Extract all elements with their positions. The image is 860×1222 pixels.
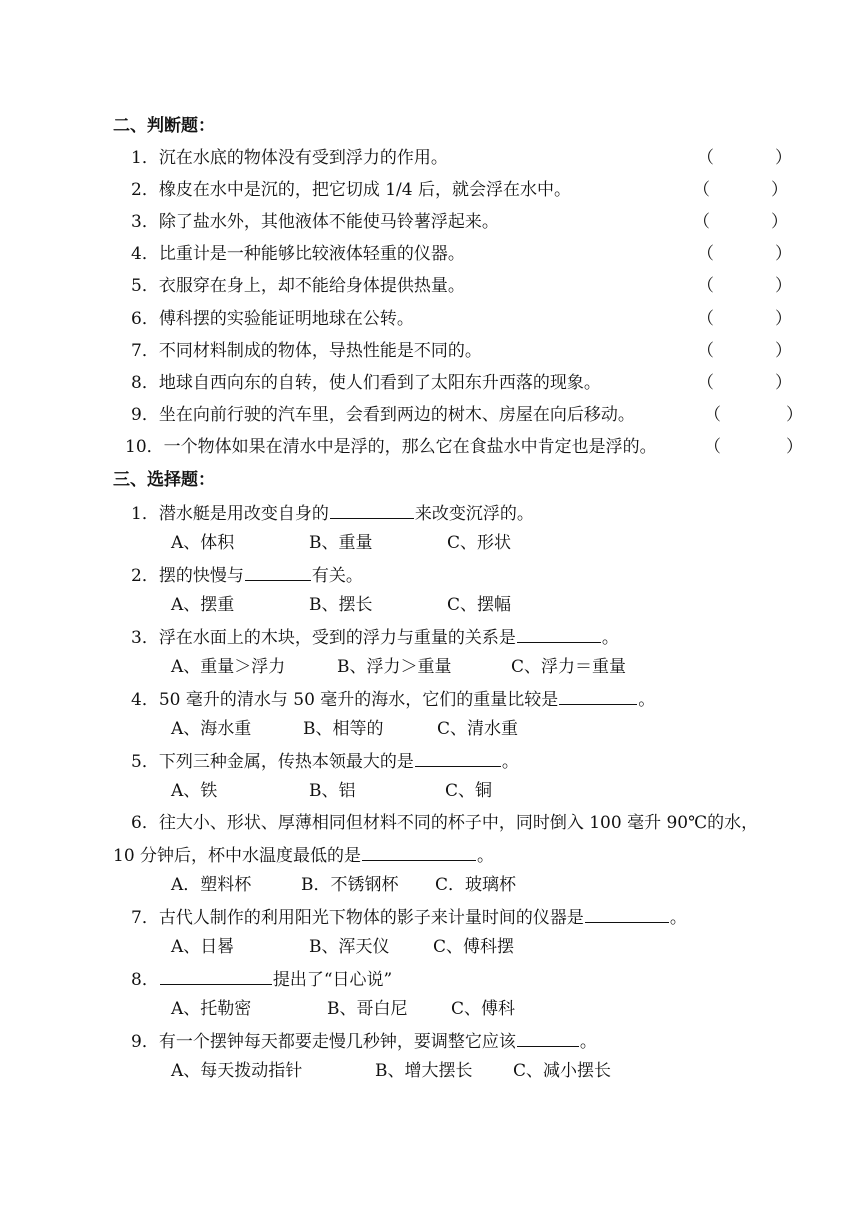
option-b[interactable]: B、摆长 bbox=[309, 595, 373, 615]
question-text: 。 bbox=[638, 690, 656, 710]
choice-question-2 bbox=[131, 566, 363, 585]
answer-blank[interactable] bbox=[517, 628, 601, 643]
question-text: 10 分钟后，杯中水温度最低的是 bbox=[113, 846, 362, 866]
choice-options-1 bbox=[171, 535, 511, 552]
answer-paren-close[interactable]: ） bbox=[775, 309, 792, 329]
option-a[interactable]: A、每天拨动指针 bbox=[171, 1061, 303, 1081]
answer-paren-open[interactable]: （ bbox=[704, 437, 721, 457]
answer-paren-close[interactable]: ） bbox=[771, 180, 788, 200]
answer-paren-open[interactable]: （ bbox=[697, 373, 714, 393]
question-text: 7．古代人制作的利用阳光下物体的影子来计量时间的仪器是 bbox=[131, 908, 584, 928]
option-b[interactable]: B、哥白尼 bbox=[327, 999, 408, 1019]
choice-question-4 bbox=[131, 690, 655, 709]
question-text: 4．50 毫升的清水与 50 毫升的海水，它们的重量比较是 bbox=[131, 690, 559, 710]
question-text: 9．有一个摆钟每天都要走慢几秒钟，要调整它应该 bbox=[131, 1032, 516, 1052]
option-b[interactable]: B、增大摆长 bbox=[375, 1061, 473, 1081]
answer-paren-close[interactable]: ） bbox=[775, 373, 792, 393]
choice-question-3 bbox=[131, 628, 619, 647]
option-b[interactable]: B、浑天仪 bbox=[309, 937, 390, 957]
question-text: 5．下列三种金属，传热本领最大的是 bbox=[131, 752, 414, 772]
section-heading-judge: 二、判断题： bbox=[113, 116, 215, 136]
question-text: 有关。 bbox=[311, 566, 363, 586]
answer-blank[interactable] bbox=[245, 566, 311, 581]
option-a[interactable]: A、铁 bbox=[171, 781, 218, 801]
question-text: 5．衣服穿在身上，却不能给身体提供热量。 bbox=[131, 276, 465, 296]
choice-question-5 bbox=[131, 752, 519, 771]
option-b[interactable]: B．不锈钢杯 bbox=[301, 875, 399, 895]
answer-paren-close[interactable]: ） bbox=[775, 276, 792, 296]
question-text: 6．傅科摆的实验能证明地球在公转。 bbox=[131, 309, 414, 329]
question-text: 1．潜水艇是用改变自身的 bbox=[131, 504, 329, 524]
option-c[interactable]: C、傅科摆 bbox=[433, 937, 515, 957]
answer-paren-open[interactable]: （ bbox=[697, 244, 714, 264]
option-c[interactable]: C、形状 bbox=[447, 533, 512, 553]
question-text: 。 bbox=[477, 846, 495, 866]
option-c[interactable]: C、清水重 bbox=[437, 719, 519, 739]
question-text: 10．一个物体如果在清水中是浮的，那么它在食盐水中肯定也是浮的。 bbox=[125, 437, 657, 457]
question-text: 4．比重计是一种能够比较液体轻重的仪器。 bbox=[131, 244, 465, 264]
option-c[interactable]: C、减小摆长 bbox=[513, 1061, 612, 1081]
choice-options-3 bbox=[171, 659, 626, 676]
option-a[interactable]: A、摆重 bbox=[171, 595, 235, 615]
question-text: 。 bbox=[601, 628, 619, 648]
question-text: 。 bbox=[669, 908, 687, 928]
choice-options-6 bbox=[171, 877, 516, 894]
answer-blank[interactable] bbox=[559, 690, 637, 705]
answer-paren-close[interactable]: ） bbox=[775, 341, 792, 361]
answer-blank[interactable] bbox=[585, 908, 669, 923]
question-text: 。 bbox=[579, 1032, 597, 1052]
question-text: 1．沉在水底的物体没有受到浮力的作用。 bbox=[131, 148, 448, 168]
question-text: 7．不同材料制成的物体，导热性能是不同的。 bbox=[131, 341, 482, 361]
answer-blank[interactable] bbox=[330, 504, 414, 519]
choice-question-8 bbox=[131, 970, 392, 989]
option-c[interactable]: C、铜 bbox=[445, 781, 493, 801]
answer-blank[interactable] bbox=[160, 970, 272, 985]
choice-options-4 bbox=[171, 721, 518, 738]
answer-paren-open[interactable]: （ bbox=[697, 341, 714, 361]
question-text: 8．地球自西向东的自转，使人们看到了太阳东升西落的现象。 bbox=[131, 373, 601, 393]
answer-blank[interactable] bbox=[517, 1032, 579, 1047]
question-text: 3．浮在水面上的木块，受到的浮力与重量的关系是 bbox=[131, 628, 516, 648]
answer-blank[interactable] bbox=[415, 752, 501, 767]
question-text: 来改变沉浮的。 bbox=[414, 504, 534, 524]
option-c[interactable]: C、傅科 bbox=[451, 999, 516, 1019]
answer-paren-close[interactable]: ） bbox=[786, 405, 803, 425]
section-heading-choice: 三、选择题： bbox=[113, 470, 215, 490]
answer-paren-open[interactable]: （ bbox=[693, 212, 710, 232]
answer-paren-close[interactable]: ） bbox=[786, 437, 803, 457]
question-text: 8． bbox=[131, 970, 159, 990]
answer-paren-close[interactable]: ） bbox=[775, 244, 792, 264]
choice-options-2 bbox=[171, 597, 511, 614]
answer-paren-close[interactable]: ） bbox=[775, 148, 792, 168]
option-c[interactable]: C．玻璃杯 bbox=[435, 875, 517, 895]
option-a[interactable]: A．塑料杯 bbox=[171, 875, 252, 895]
option-a[interactable]: A、体积 bbox=[171, 533, 235, 553]
option-b[interactable]: B、铝 bbox=[309, 781, 356, 801]
question-text: 2．摆的快慢与 bbox=[131, 566, 244, 586]
answer-paren-open[interactable]: （ bbox=[693, 180, 710, 200]
option-b[interactable]: B、重量 bbox=[309, 533, 373, 553]
question-text: 9．坐在向前行驶的汽车里，会看到两边的树木、房屋在向后移动。 bbox=[131, 405, 635, 425]
question-text: 提出了“日心说” bbox=[272, 970, 393, 990]
answer-paren-open[interactable]: （ bbox=[697, 148, 714, 168]
answer-paren-close[interactable]: ） bbox=[771, 212, 788, 232]
choice-options-7 bbox=[171, 939, 514, 956]
option-c[interactable]: C、浮力＝重量 bbox=[511, 657, 627, 677]
choice-question-6-line2 bbox=[113, 846, 494, 865]
choice-options-5 bbox=[171, 783, 492, 800]
answer-paren-open[interactable]: （ bbox=[704, 405, 721, 425]
option-a[interactable]: A、日晷 bbox=[171, 937, 235, 957]
option-a[interactable]: A、托勒密 bbox=[171, 999, 252, 1019]
option-b[interactable]: B、相等的 bbox=[303, 719, 384, 739]
choice-question-6-line1: 6．往大小、形状、厚薄相同但材料不同的杯子中，同时倒入 100 毫升 90℃的水， bbox=[131, 813, 759, 833]
question-text: 2．橡皮在水中是沉的，把它切成 1/4 后，就会浮在水中。 bbox=[131, 180, 571, 200]
answer-paren-open[interactable]: （ bbox=[697, 276, 714, 296]
choice-question-7 bbox=[131, 908, 687, 927]
option-b[interactable]: B、浮力＞重量 bbox=[337, 657, 452, 677]
option-a[interactable]: A、重量＞浮力 bbox=[171, 657, 286, 677]
question-text: 。 bbox=[501, 752, 519, 772]
option-a[interactable]: A、海水重 bbox=[171, 719, 252, 739]
choice-question-9 bbox=[131, 1032, 597, 1051]
choice-options-9 bbox=[171, 1063, 611, 1080]
option-c[interactable]: C、摆幅 bbox=[447, 595, 512, 615]
choice-question-1 bbox=[131, 504, 534, 523]
choice-options-8 bbox=[171, 1001, 515, 1018]
answer-paren-open[interactable]: （ bbox=[697, 309, 714, 329]
answer-blank[interactable] bbox=[362, 846, 476, 861]
question-text: 3．除了盐水外，其他液体不能使马铃薯浮起来。 bbox=[131, 212, 499, 232]
